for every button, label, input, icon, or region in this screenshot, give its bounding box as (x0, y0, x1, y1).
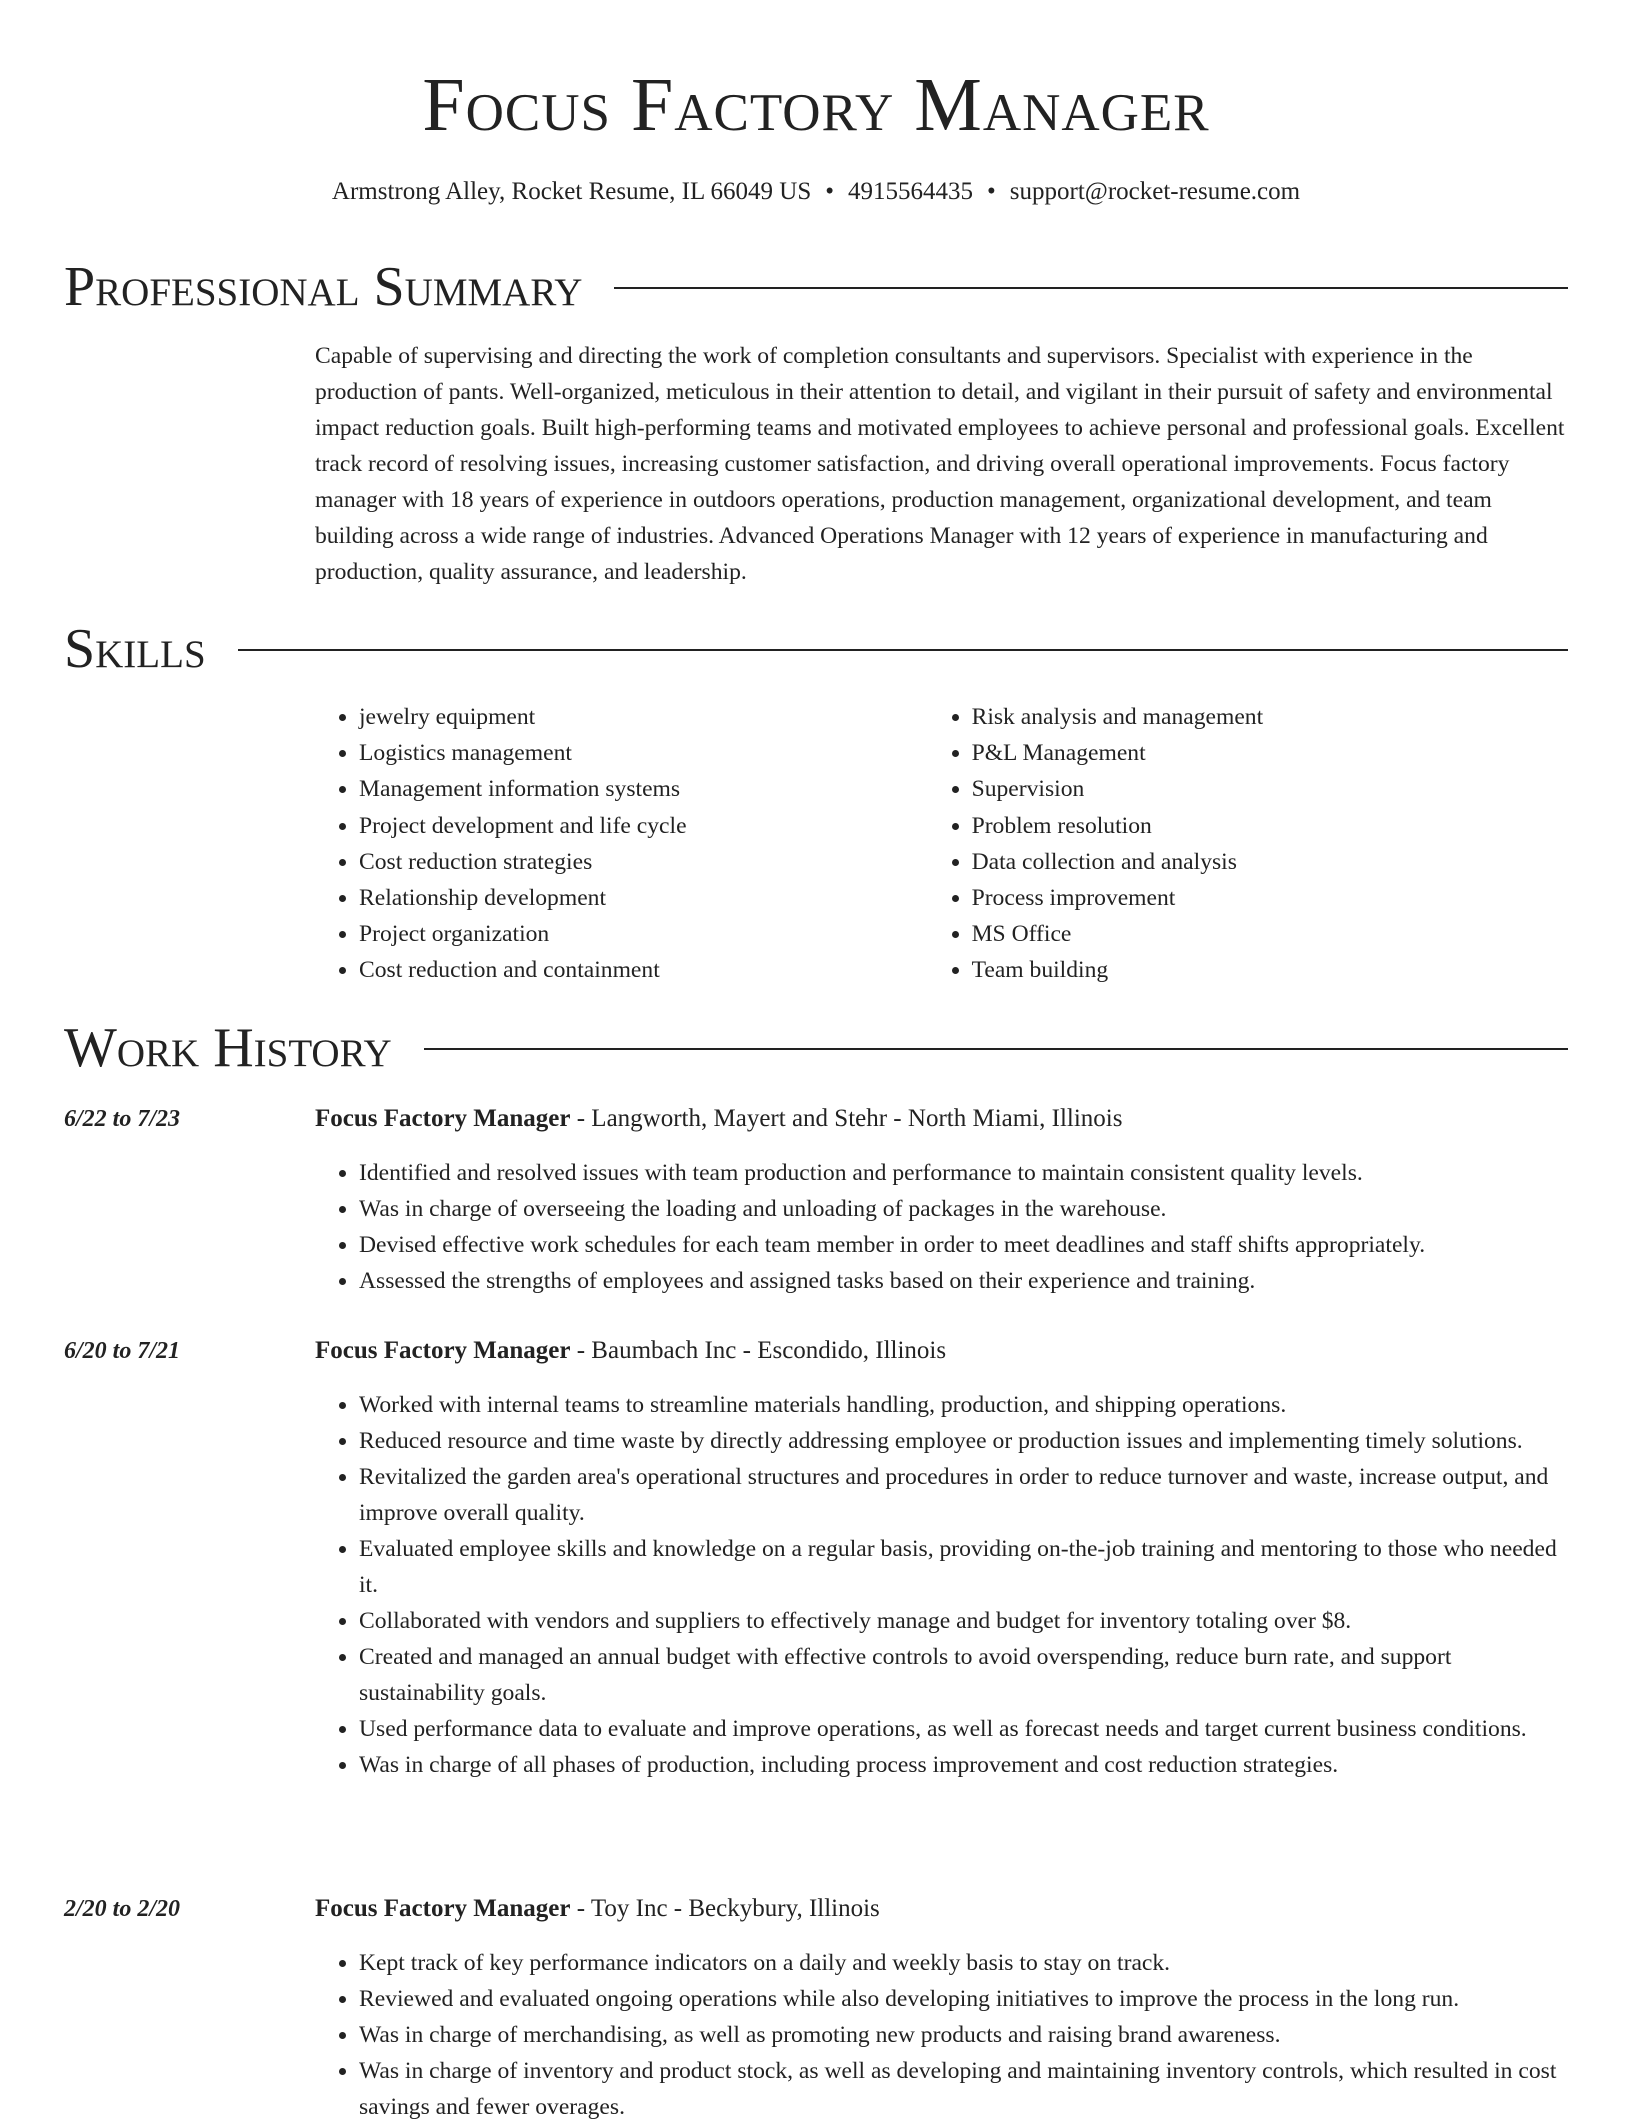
job-dates: 6/22 to 7/23 (64, 1106, 181, 1132)
section-divider (238, 649, 1568, 651)
skill-item: • Team building (972, 952, 1568, 988)
skill-item: • Management information systems (359, 771, 928, 807)
job-title-line (315, 1333, 946, 1369)
job-title: Focus Factory Manager (315, 1105, 571, 1132)
skill-item: • Risk analysis and management (972, 699, 1568, 735)
contact-email: support@rocket-resume.com (1009, 178, 1301, 205)
skill-item: • Process improvement (972, 880, 1568, 916)
skill-item: • Cost reduction strategies (359, 844, 928, 880)
job-bullet: • Created and managed an annual budget with effective controls to avoid overspending, reduce burn rate, and support sustainability goals. (359, 1639, 1568, 1711)
job-bullet: • Revitalized the garden area's operational structures and procedures in order to reduce turnover and waste, increase output, and improve overall quality. (359, 1459, 1568, 1531)
job-bullet: • Was in charge of merchandising, as well as promoting new products and raising brand awareness. (359, 2017, 1568, 2053)
skill-item: • Project organization (359, 916, 928, 952)
job-company: - Toy Inc - Beckybury, Illinois (570, 1895, 880, 1922)
job-company: - Baumbach Inc - Escondido, Illinois (570, 1337, 947, 1364)
skill-item: • Project development and life cycle (359, 808, 928, 844)
job-title-line (315, 1101, 1122, 1137)
summary-text: Capable of supervising and directing the work of completion consultants and supervisors. Specialist with experience in the production of pants. Well-organized, meticulous in their attention to detail, and vigilant in their pursuit of safety and environmental impact reduction goals. Built high-performing teams and motivated employees to achieve personal and professional goals. Excellent track record of resolving issues, increasing customer satisfaction, and driving overall operational improvements. Focus factory manager with 18 years of experience in outdoors operations, production management, organizational development, and team building across a wide range of industries. Advanced Operations Manager with 12 years of experience in manufacturing and production, quality assurance, and leadership. (315, 343, 1565, 585)
job-bullet: • Kept track of key performance indicators on a daily and weekly basis to stay on track. (359, 1945, 1568, 1981)
skill-item: • jewelry equipment (359, 699, 928, 735)
work-section-header (64, 1015, 1568, 1081)
skill-item: • P&L Management (972, 735, 1568, 771)
job-bullets (315, 1155, 1568, 1299)
skill-item: • Relationship development (359, 880, 928, 916)
job-bullets (315, 1387, 1568, 1783)
job-bullet: • Devised effective work schedules for each team member in order to meet deadlines and staff shifts appropriately. (359, 1227, 1568, 1263)
contact-separator: • (825, 178, 835, 205)
job-bullets (315, 1945, 1568, 2125)
job-title-line (315, 1891, 880, 1927)
job-bullet: • Collaborated with vendors and suppliers to effectively manage and budget for inventory totaling over $8. (359, 1603, 1568, 1639)
contact-address: Armstrong Alley, Rocket Resume, IL 66049 US (331, 178, 812, 205)
job-bullet: • Was in charge of inventory and product stock, as well as developing and maintaining inventory controls, which resulted in cost savings and fewer overages. (359, 2053, 1568, 2125)
job-bullet: • Worked with internal teams to streamline materials handling, production, and shipping operations. (359, 1387, 1568, 1423)
skills-column-left (315, 699, 928, 989)
job-bullet: • Was in charge of all phases of production, including process improvement and cost reduction strategies. (359, 1747, 1568, 1783)
candidate-name: Focus Factory Manager (422, 63, 1210, 147)
contact-separator: • (987, 178, 996, 205)
job-bullet: • Reduced resource and time waste by directly addressing employee or production issues and implementing timely solutions. (359, 1423, 1568, 1459)
work-heading: Work History (64, 1017, 392, 1079)
section-divider (424, 1048, 1568, 1050)
job-bullet: • Used performance data to evaluate and improve operations, as well as forecast needs and target current business conditions. (359, 1711, 1568, 1747)
job-company: - Langworth, Mayert and Stehr - North Miami, Illinois (570, 1105, 1123, 1132)
skill-item: • Supervision (972, 771, 1568, 807)
summary-heading: Professional Summary (64, 256, 583, 318)
skills-list (315, 699, 1568, 989)
job-bullet: • Assessed the strengths of employees and assigned tasks based on their experience and training. (359, 1263, 1568, 1299)
skills-heading: Skills (64, 618, 206, 680)
job-dates: 6/20 to 7/21 (64, 1338, 181, 1364)
section-divider (614, 287, 1568, 289)
skill-item: • MS Office (972, 916, 1568, 952)
skill-item: • Cost reduction and containment (359, 952, 928, 988)
skill-item: • Problem resolution (972, 808, 1568, 844)
job-title: Focus Factory Manager (315, 1337, 571, 1364)
job-dates: 2/20 to 2/20 (64, 1896, 181, 1922)
job-bullet: • Evaluated employee skills and knowledge on a regular basis, providing on-the-job training and mentoring to those who needed it. (359, 1531, 1568, 1603)
skill-item: • Logistics management (359, 735, 928, 771)
summary-section-header (64, 254, 1568, 320)
skills-column-right (928, 699, 1568, 989)
job-bullet: • Identified and resolved issues with team production and performance to maintain consistent quality levels. (359, 1155, 1568, 1191)
contact-phone: 4915564435 (848, 178, 974, 205)
job-bullet: • Was in charge of overseeing the loading and unloading of packages in the warehouse. (359, 1191, 1568, 1227)
skill-item: • Data collection and analysis (972, 844, 1568, 880)
job-bullet: • Reviewed and evaluated ongoing operations while also developing initiatives to improve the process in the long run. (359, 1981, 1568, 2017)
job-title: Focus Factory Manager (315, 1895, 571, 1922)
contact-line (64, 174, 1568, 210)
skills-section-header (64, 616, 1568, 682)
